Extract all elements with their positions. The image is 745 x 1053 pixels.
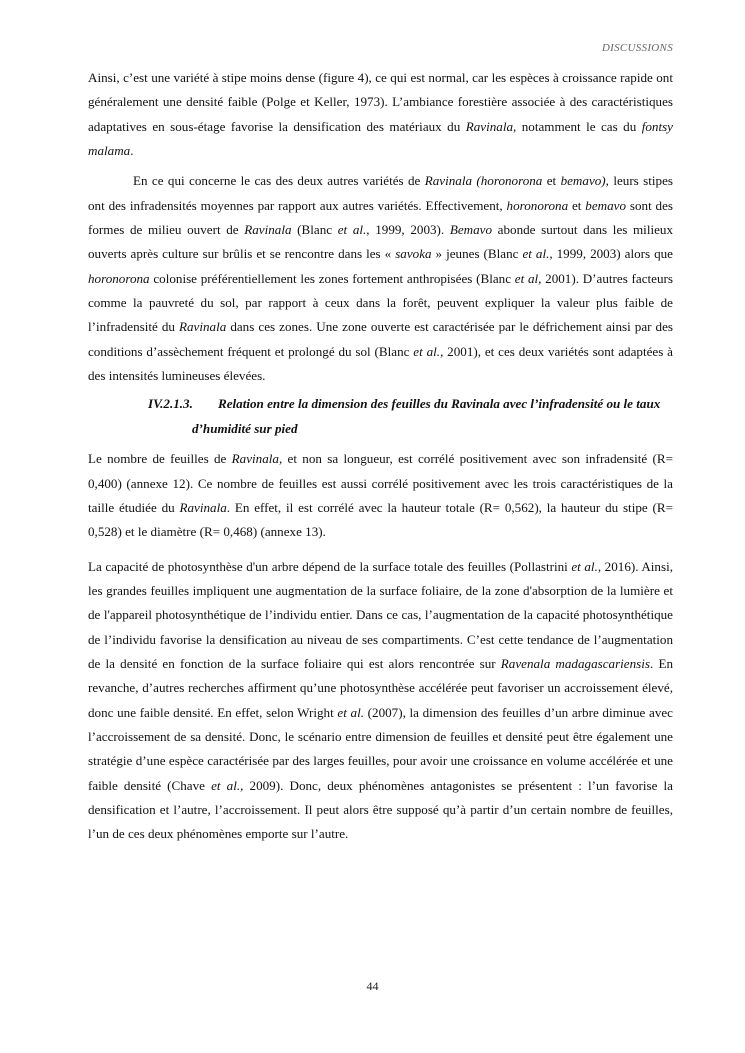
italic-run: savoka	[395, 246, 432, 262]
paragraph	[88, 169, 673, 388]
text-run: .	[130, 143, 134, 159]
document-body	[88, 66, 673, 847]
text-run: dans ces zones. Une zone ouverte est caractérisée par le défrichement ainsi par des conditions d’assèchement fréquent et prolongé du sol (Blanc	[88, 319, 673, 359]
text-run: Ainsi, c’est une variété à stipe moins dense (figure 4), ce qui est normal, car les espèces à croissance rapide ont généralement une densité faible (Polge et Keller, 1973). L’ambiance forestière associée à des caractéristiques adaptatives en sous-étage favorise la densification des matériaux du	[88, 70, 673, 134]
page-number: 44	[366, 979, 379, 993]
italic-run: Ravenala madagascariensis	[500, 655, 650, 671]
running-header: DISCUSSIONS	[601, 42, 673, 54]
paragraph	[88, 555, 673, 847]
text-run: , notamment le cas du	[513, 118, 642, 134]
text-run: . En revanche, d’autres recherches affirment qu’une photosynthèse accélérée peut favoriser un accroissement élevé, donc une faible densité. En effet, selon Wright	[88, 655, 673, 720]
text-run: et	[568, 197, 586, 213]
text-run: 2009). Donc, deux phénomènes antagonistes se présentent : l’un favorise la densification et l’autre, l’accroissement. Il peut alors être supposé qu’à partir d’un certain nombre de feuilles, l’un de ces deux phénomènes emporte sur l’autre.	[88, 777, 673, 842]
italic-run: Ravinala (horonorona	[424, 173, 543, 189]
section-heading	[88, 392, 673, 441]
italic-run: Ravinala	[179, 499, 227, 515]
text-run: (Blanc	[291, 222, 338, 238]
italic-run: et al.,	[522, 246, 553, 262]
paragraph	[88, 66, 673, 163]
italic-run: horonorona	[506, 197, 569, 213]
text-run: 1999, 2003) alors que	[552, 246, 673, 262]
text-run: abonde surtout dans les milieux ouverts après culture sur brûlis et se rencontre dans les «	[88, 222, 674, 262]
italic-run: bemavo	[585, 197, 627, 213]
italic-run: et al.	[413, 343, 441, 359]
text-run: La capacité de photosynthèse d'un arbre dépend de la surface totale des feuilles (Pollastrini	[88, 558, 572, 574]
italic-run: Ravinala	[179, 319, 227, 335]
paragraph	[88, 447, 673, 544]
text-run: , 2016). Ainsi, les grandes feuilles impliquent une augmentation de la surface foliaire, de la zone d'absorption de la lumière et de l'appareil photosynthétique de l’individu entier. Dans ce cas, l’augmentation de la capacité photosynthétique de l’individu favorise la densification au niveau de ses compartiments. C’est cette tendance de l’augmentation de la densité en fonction de la surface foliaire qui est alors rencontrée sur	[88, 558, 673, 671]
text-run: sont des formes de milieu ouvert de	[88, 197, 674, 238]
italic-run: Bemavo	[449, 222, 493, 238]
italic-run: horonorona	[88, 270, 150, 286]
italic-run: Ravinala	[465, 118, 514, 134]
text-run: En ce qui concerne le cas des deux autres variétés de	[133, 173, 425, 189]
italic-run: et al.,	[211, 777, 244, 793]
italic-run: et al.	[571, 558, 598, 574]
italic-run: et al,	[514, 270, 542, 286]
italic-run: et al.	[337, 704, 364, 720]
italic-run: bemavo)	[560, 173, 606, 189]
text-run: » jeunes (Blanc	[431, 246, 523, 262]
section-number: IV.2.1.3.	[148, 396, 193, 412]
text-run: colonise préférentiellement les zones fortement anthropisées (Blanc	[149, 270, 515, 286]
text-run: 1999, 2003).	[369, 222, 450, 238]
text-run: et	[542, 173, 561, 189]
text-run: et non sa longueur, est corrélé positivement avec son infradensité (R= 0,400) (annexe 12). Ce nombre de feuilles est aussi corrélé positivement avec les trois caractéristiques de la taille étudiée du	[88, 451, 674, 515]
italic-run: fontsy malama	[88, 118, 673, 159]
text-run: 2001). D’autres facteurs comme la pauvreté du sol, par rapport à ceux dans la forêt, peuvent expliquer la valeur plus faible de l’infradensité du	[88, 270, 673, 335]
text-run: Le nombre de feuilles de	[88, 451, 232, 467]
italic-run: et al.,	[337, 222, 370, 238]
text-run: , 2001), et ces deux variétés sont adaptées à des intensités lumineuses élevées.	[88, 343, 673, 384]
section-title: Relation entre la dimension des feuilles du Ravinala avec l’infradensité ou le taux d’humidité sur pied	[192, 396, 661, 436]
italic-run: Ravinala,	[231, 451, 283, 467]
text-run: . En effet, il est corrélé avec la hauteur totale (R= 0,562), la hauteur du stipe (R= 0,528) et le diamètre (R= 0,468) (annexe 13).	[88, 499, 673, 540]
text-run: (2007), la dimension des feuilles d’un arbre diminue avec l’accroissement de sa densité. Donc, le scénario entre dimension de feuilles et densité peut être également une stratégie d’une espèce caractérisée par des larges feuilles, pour avoir une croissance en volume accélérée et une faible densité (Chave	[88, 704, 673, 793]
italic-run: Ravinala	[244, 222, 292, 238]
text-run: , leurs stipes ont des infradensités moyennes par rapport aux autres variétés. Effectivement,	[88, 173, 673, 213]
